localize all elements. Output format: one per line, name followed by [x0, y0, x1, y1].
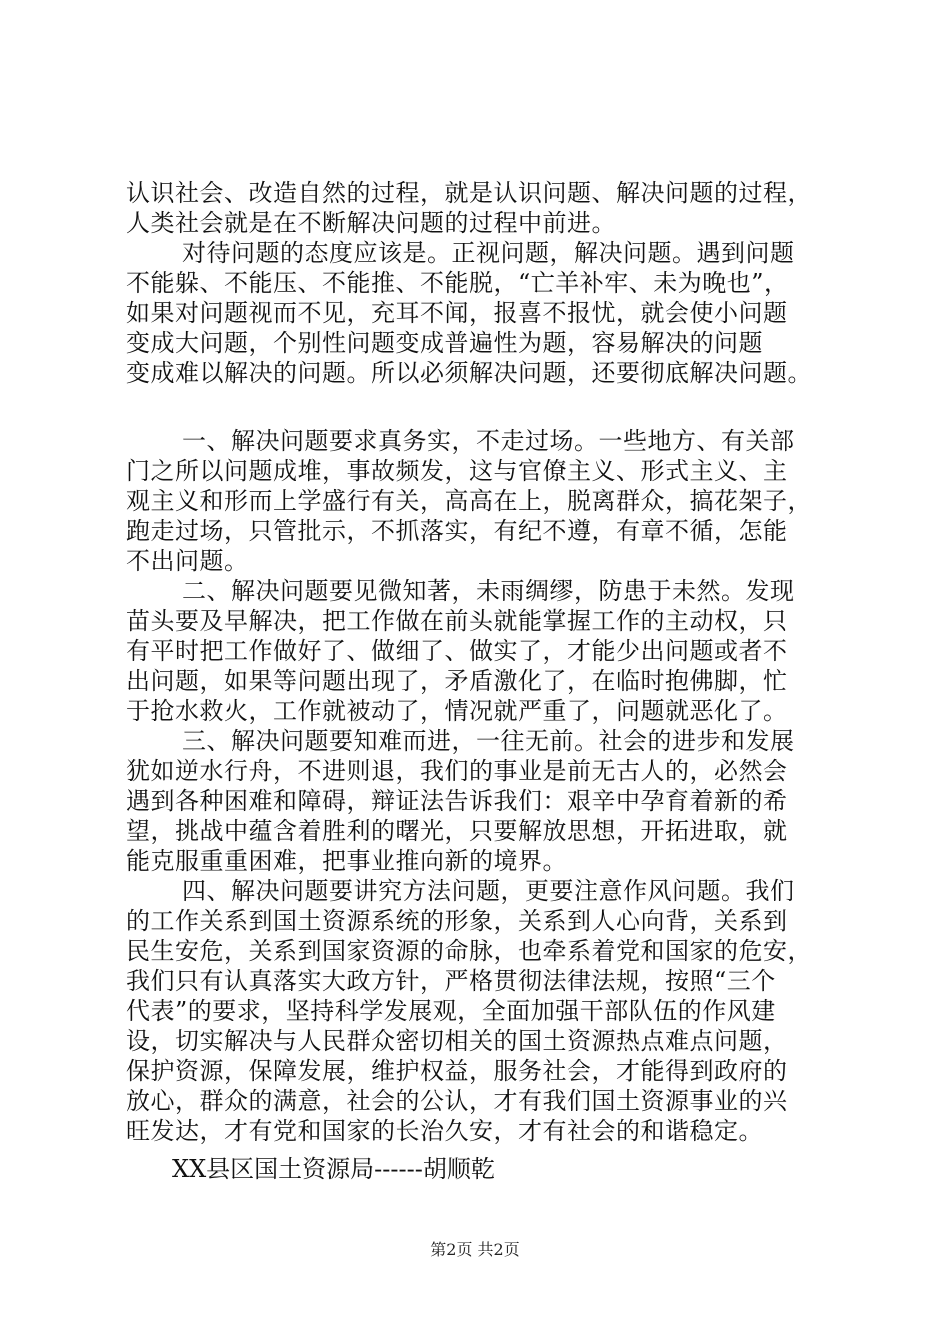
text-line: 出问题，如果等问题出现了，矛盾激化了，在临时抱佛脚，忙 [126, 667, 788, 695]
text-line: 设，切实解决与人民群众密切相关的国土资源热点难点问题， [126, 1027, 788, 1055]
document-body [126, 178, 846, 1146]
paragraph-4 [126, 576, 846, 726]
text-line: 跑走过场，只管批示，不抓落实，有纪不遵，有章不循，怎能 [126, 517, 788, 545]
text-line: 我们只有认真落实大政方针，严格贯彻法律法规，按照“三个 [126, 967, 776, 995]
text-line: 一、解决问题要求真务实，不走过场。一些地方、有关部 [182, 427, 795, 455]
signature-line: XX县区国土资源局------胡顺乾 [172, 1155, 495, 1183]
text-line: 不出问题。 [126, 547, 249, 575]
text-line: 二、解决问题要见微知著，未雨绸缪，防患于未然。发现 [182, 577, 795, 605]
text-line: 对待问题的态度应该是。正视问题，解决问题。遇到问题 [182, 239, 795, 267]
text-line: 的工作关系到国土资源系统的形象，关系到人心向背，关系到 [126, 907, 788, 935]
page-footer: 第2页 共2页 [430, 1240, 520, 1259]
text-line: 有平时把工作做好了、做细了、做实了，才能少出问题或者不 [126, 637, 788, 665]
text-line: 变成大问题，个别性问题变成普遍性为题，容易解决的问题 [126, 329, 763, 357]
text-line: 旺发达，才有党和国家的长治久安，才有社会的和谐稳定。 [126, 1117, 763, 1145]
text-line: 能克服重重困难，把事业推向新的境界。 [126, 847, 567, 875]
text-line: 保护资源，保障发展，维护权益，服务社会，才能得到政府的 [126, 1057, 788, 1085]
text-line: 不能躲、不能压、不能推、不能脱，“亡羊补牢、未为晚也”， [126, 269, 789, 297]
paragraph-2 [126, 238, 846, 388]
paragraph-spacer [126, 388, 846, 426]
text-line: 放心，群众的满意，社会的公认，才有我们国土资源事业的兴 [126, 1087, 788, 1115]
text-line: 认识社会、改造自然的过程，就是认识问题、解决问题的过程， [126, 179, 812, 207]
text-line: 三、解决问题要知难而进，一往无前。社会的进步和发展 [182, 727, 795, 755]
paragraph-3 [126, 426, 846, 576]
paragraph-6 [126, 876, 846, 1146]
text-line: 门之所以问题成堆，事故频发，这与官僚主义、形式主义、主 [126, 457, 788, 485]
text-line: 苗头要及早解决，把工作做在前头就能掌握工作的主动权，只 [126, 607, 788, 635]
text-line: 变成难以解决的问题。所以必须解决问题，还要彻底解决问题。 [126, 359, 812, 387]
text-line: 如果对问题视而不见，充耳不闻，报喜不报忧，就会使小问题 [126, 299, 788, 327]
text-line: 观主义和形而上学盛行有关，高高在上，脱离群众，搞花架子， [126, 487, 812, 515]
paragraph-1 [126, 178, 846, 238]
text-line: 犹如逆水行舟，不进则退，我们的事业是前无古人的，必然会 [126, 757, 788, 785]
text-line: 民生安危，关系到国家资源的命脉，也牵系着党和国家的危安， [126, 937, 812, 965]
text-line: 代表”的要求，坚持科学发展观，全面加强干部队伍的作风建 [126, 997, 776, 1025]
text-line: 望，挑战中蕴含着胜利的曙光，只要解放思想，开拓进取，就 [126, 817, 788, 845]
text-line: 人类社会就是在不断解决问题的过程中前进。 [126, 209, 616, 237]
paragraph-5 [126, 726, 846, 876]
text-line: 四、解决问题要讲究方法问题，更要注意作风问题。我们 [182, 877, 795, 905]
text-line: 遇到各种困难和障碍，辩证法告诉我们：艰辛中孕育着新的希 [126, 787, 788, 815]
text-line: 于抢水救火，工作就被动了，情况就严重了，问题就恶化了。 [126, 697, 788, 725]
